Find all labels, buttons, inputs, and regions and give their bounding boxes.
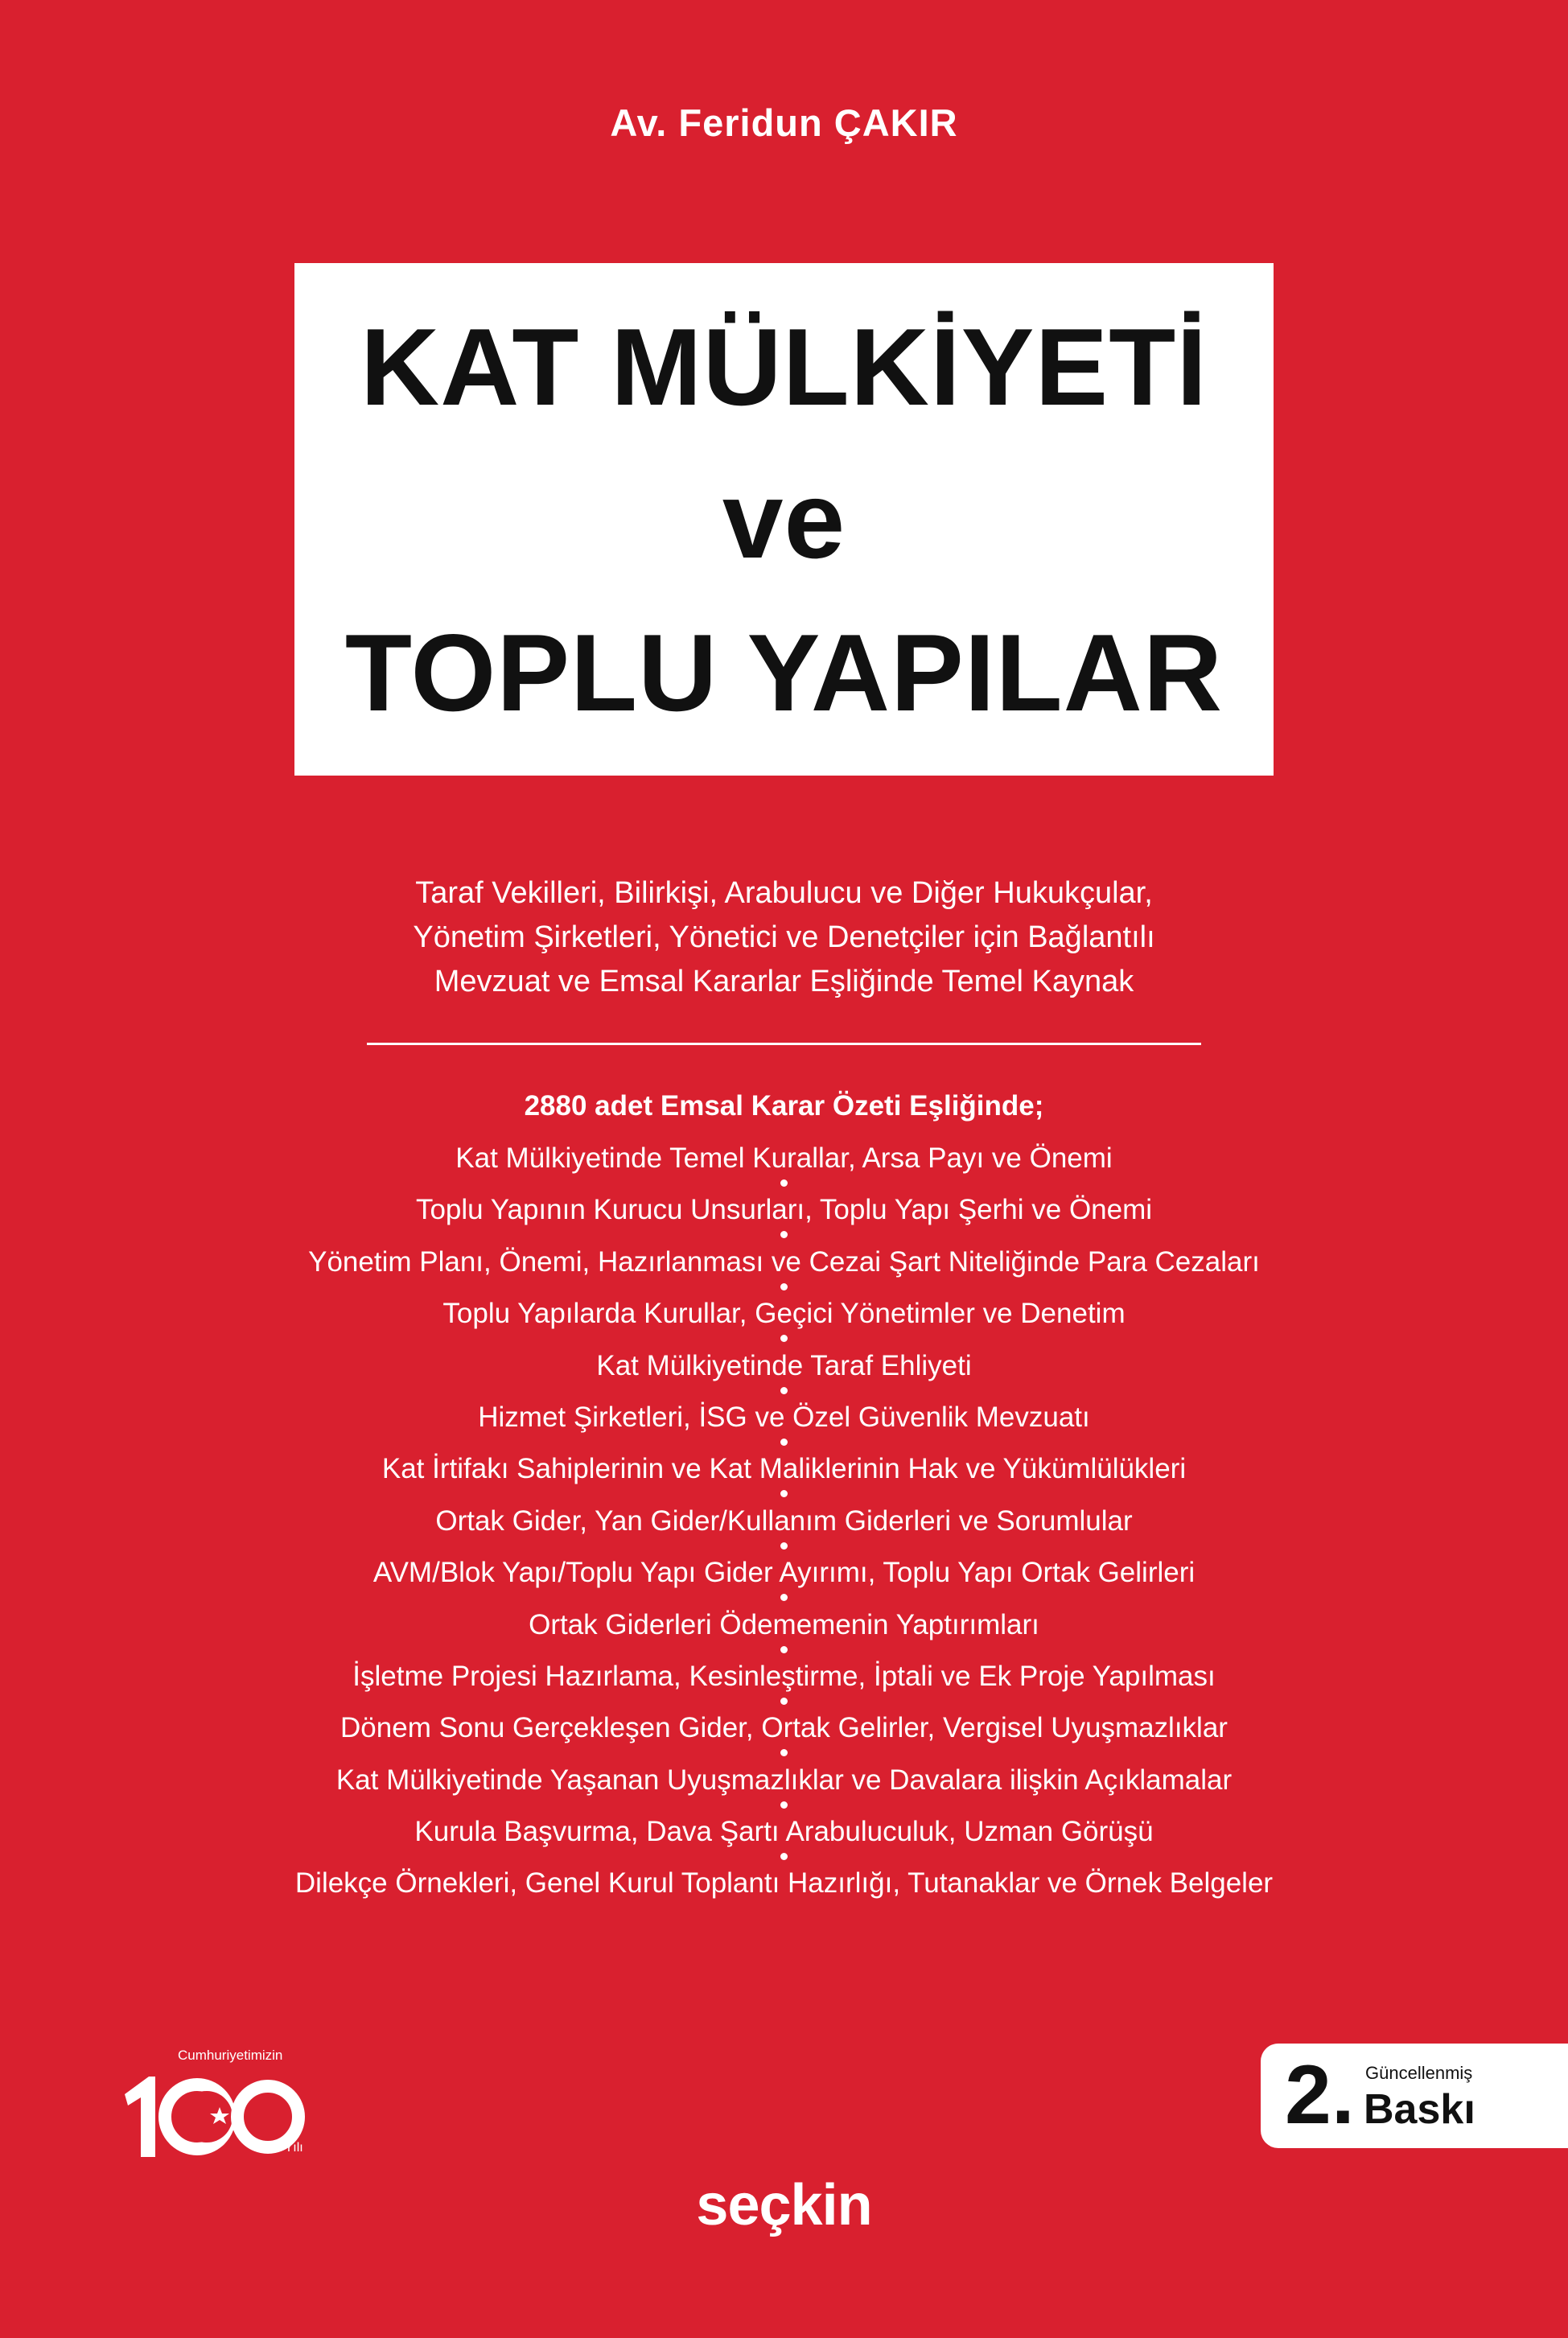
title-line-2: ve [722,458,846,581]
topic-text: İşletme Projesi Hazırlama, Kesinleştirme, İptali ve Ek Proje Yapılması [352,1660,1216,1692]
title-line-1: KAT MÜLKİYETİ [360,305,1208,428]
edition-qualifier: Güncellenmiş [1365,2063,1473,2083]
topic-item [0,1599,1568,1651]
centennial-bottom-text: . Yılı [278,2141,303,2155]
topic-item [0,1288,1568,1340]
topic-text: Dilekçe Örnekleri, Genel Kurul Toplantı Hazırlığı, Tutanaklar ve Örnek Belgeler [294,1867,1274,1900]
centennial-logo [117,2046,318,2167]
author-name: Av. Feridun ÇAKIR [610,101,958,144]
topic-list [0,1133,1568,1910]
topic-text: Dönem Sonu Gerçekleşen Gider, Ortak Gelirler, Vergisel Uyuşmazlıklar [340,1712,1228,1744]
topic-item [0,1340,1568,1392]
topic-text: Hizmet Şirketleri, İSG ve Özel Güvenlik Mevzuatı [478,1401,1090,1433]
topic-item [0,1237,1568,1288]
subtitle-line: Mevzuat ve Emsal Kararlar Eşliğinde Temel Kaynak [434,965,1134,998]
topic-text: Kat İrtifakı Sahiplerinin ve Kat Maliklerinin Hak ve Yükümlülükleri [381,1453,1187,1485]
topic-text: AVM/Blok Yapı/Toplu Yapı Gider Ayırımı, Toplu Yapı Ortak Gelirleri [372,1557,1196,1589]
topic-text: Kurula Başvurma, Dava Şartı Arabuluculuk, Uzman Görüşü [414,1816,1154,1848]
topic-item [0,1651,1568,1702]
subtitle-line: Yönetim Şirketleri, Yönetici ve Denetçiler için Bağlantılı [413,920,1155,954]
topic-item [0,1755,1568,1806]
topic-item [0,1133,1568,1184]
list-heading: 2880 adet Emsal Karar Özeti Eşliğinde; [524,1090,1044,1122]
topic-text: Toplu Yapılarda Kurullar, Geçici Yönetimler ve Denetim [442,1298,1126,1330]
centennial-top-text: Cumhuriyetimizin [178,2048,283,2063]
subtitle [0,871,1568,1004]
topic-text: Ortak Gider, Yan Gider/Kullanım Giderleri ve Sorumlular [435,1504,1133,1537]
topic-text: Kat Mülkiyetinde Temel Kurallar, Arsa Payı ve Önemi [455,1142,1113,1174]
edition-word: Baskı [1364,2086,1475,2133]
subtitle-line: Taraf Vekilleri, Bilirkişi, Arabulucu ve Diğer Hukukçular, [415,876,1153,910]
edition-number: 2. [1285,2048,1355,2142]
topic-item [0,1806,1568,1858]
publisher-logo: seçkin [696,2173,872,2237]
title-line-3: TOPLU YAPILAR [344,611,1224,734]
topic-text: Kat Mülkiyetinde Yaşanan Uyuşmazlıklar ve Davalara ilişkin Açıklamalar [335,1764,1233,1796]
divider-line [367,1043,1201,1045]
topic-item [0,1858,1568,1909]
topic-item [0,1392,1568,1443]
topic-item [0,1184,1568,1236]
topic-text: Toplu Yapının Kurucu Unsurları, Toplu Yapı Şerhi ve Önemi [415,1194,1153,1226]
topic-item [0,1702,1568,1754]
edition-badge [1261,2044,1568,2148]
topic-item [0,1496,1568,1547]
topic-text: Yönetim Planı, Önemi, Hazırlanması ve Cezai Şart Niteliğinde Para Cezaları [308,1245,1260,1278]
topic-text: Kat Mülkiyetinde Taraf Ehliyeti [596,1349,972,1381]
topic-item [0,1547,1568,1599]
topic-item [0,1443,1568,1495]
topic-text: Ortak Giderleri Ödememenin Yaptırımları [529,1608,1039,1640]
title-box [294,263,1274,776]
